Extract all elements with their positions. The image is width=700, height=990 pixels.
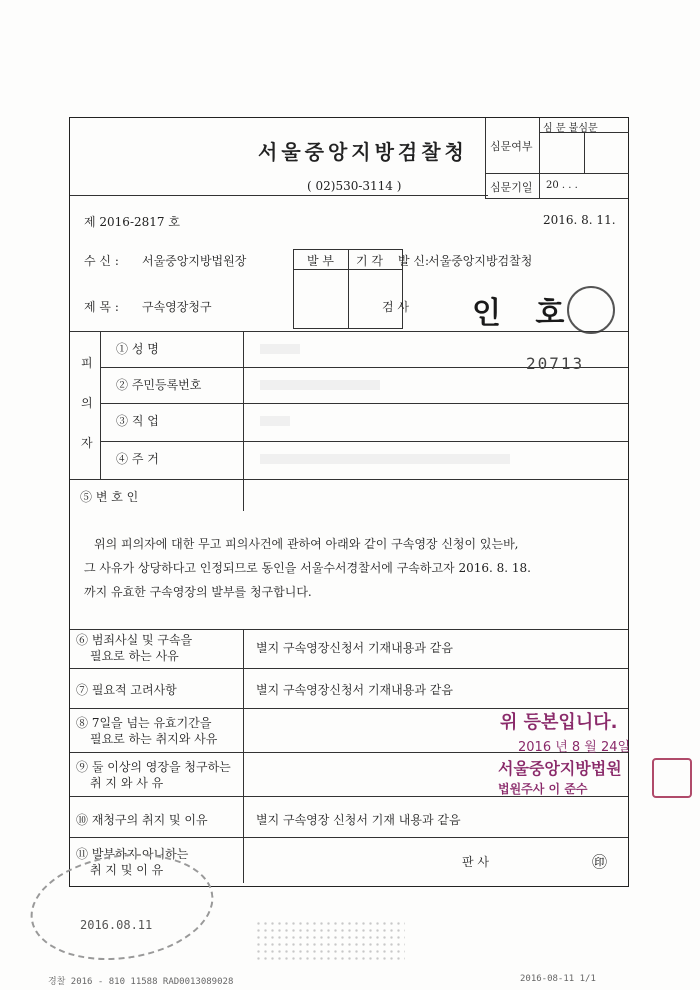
- review-box-bottom: [485, 198, 628, 199]
- item-10-label: ⑩ 재청구의 취지 및 이유: [76, 813, 208, 827]
- footer-left: 경찰 2016 - 810 11588 RAD0013089028: [48, 977, 234, 987]
- dot-pattern: [255, 920, 405, 960]
- body-text-box: [70, 511, 628, 629]
- item-10-value: 별지 구속영장 신청서 기재 내용과 같음: [256, 813, 461, 827]
- redacted-address: [260, 454, 510, 464]
- review-label: 심문여부: [490, 140, 533, 153]
- sender-label: 발 신:: [398, 254, 430, 268]
- review-header: 심 문 불심문: [543, 123, 598, 134]
- suspect-stamp-number: 20713: [526, 354, 585, 373]
- certified-line-2: 2016 년 8 월 24일: [518, 740, 631, 755]
- item-11-label-1: ⑪ 발부하지 아니하는: [76, 847, 189, 861]
- item-6-label-2: 필요로 하는 사유: [90, 649, 179, 663]
- item-9-label-2: 취 지 와 사 유: [90, 776, 164, 790]
- item-11-label-2: 취 지 및 이 유: [90, 863, 164, 877]
- issue-col1: 발 부: [307, 254, 334, 268]
- certified-line-4: 법원주사 이 준수: [498, 782, 588, 796]
- suspect-side-1: 피: [81, 356, 93, 370]
- review-date-label: 심문기일: [490, 181, 533, 194]
- redacted-name: [260, 344, 300, 354]
- office-phone: ( 02)530-3114 ): [307, 179, 402, 193]
- suspect-side-3: 자: [81, 436, 93, 450]
- date-stamp: 2016.08.11: [80, 918, 153, 932]
- recipient-label: 수 신 :: [84, 254, 119, 268]
- certified-copy-stamp: [492, 708, 692, 808]
- doc-number: 제 2016-2817 호: [84, 215, 180, 229]
- suspect-field-address: ④ 주 거: [116, 452, 159, 466]
- suspect-field-name: ① 성 명: [116, 342, 159, 356]
- office-name: 서울중앙지방검찰청: [258, 140, 468, 164]
- redacted-rrn: [260, 380, 380, 390]
- redacted-job: [260, 416, 290, 426]
- subject-value: 구속영장청구: [142, 300, 212, 314]
- issue-col2: 기 각: [356, 254, 383, 268]
- body-line-3: 까지 유효한 구속영장의 발부를 청구합니다.: [84, 585, 312, 599]
- prosecutor-seal-icon: [567, 286, 615, 334]
- suspect-side-2: 의: [81, 396, 93, 410]
- body-line-1: 위의 피의자에 대한 무고 피의사건에 관하여 아래와 같이 구속영장 신청이 있는바,: [94, 537, 519, 551]
- item-7-label: ⑦ 필요적 고려사항: [76, 683, 177, 697]
- item-8-label-2: 필요로 하는 취지와 사유: [90, 732, 218, 746]
- court-seal-icon: [652, 758, 692, 798]
- judge-seal-icon: ㊞: [592, 853, 608, 871]
- subject-label: 제 목 :: [84, 300, 119, 314]
- recipient-value: 서울중앙지방법원장: [142, 254, 247, 268]
- item-9-label-1: ⑨ 둘 이상의 영장을 청구하는: [76, 760, 231, 774]
- header-divider: [70, 195, 488, 196]
- judge-label: 판 사: [462, 855, 489, 869]
- item-6-value: 별지 구속영장신청서 기재내용과 같음: [256, 641, 453, 655]
- prosecutor-signature: 인 호: [472, 296, 577, 331]
- footer-right: 2016-08-11 1/1: [520, 974, 596, 984]
- body-line-2: 그 사유가 상당하다고 인정되므로 동인을 서울수서경찰서에 구속하고자 2016. 8. 18.: [84, 561, 531, 575]
- issue-box: [293, 249, 403, 329]
- sender-value: 서울중앙지방검찰청: [428, 254, 533, 268]
- certified-line-1: 위 등본입니다.: [500, 712, 618, 733]
- review-box: [485, 118, 629, 198]
- prosecutor-label: 검 사: [382, 300, 409, 314]
- review-date-value: 20 . . .: [546, 180, 578, 191]
- item-8-label-1: ⑧ 7일을 넘는 유효기간을: [76, 716, 212, 730]
- doc-date: 2016. 8. 11.: [543, 213, 616, 227]
- lawyer-label: ⑤ 변 호 인: [80, 490, 139, 504]
- suspect-section-top: [70, 331, 628, 332]
- suspect-field-job: ③ 직 업: [116, 414, 159, 428]
- certified-line-3: 서울중앙지방법원: [498, 759, 622, 778]
- item-7-value: 별지 구속영장신청서 기재내용과 같음: [256, 683, 453, 697]
- item-6-label-1: ⑥ 범죄사실 및 구속을: [76, 633, 193, 647]
- suspect-field-rrn: ② 주민등록번호: [116, 378, 202, 392]
